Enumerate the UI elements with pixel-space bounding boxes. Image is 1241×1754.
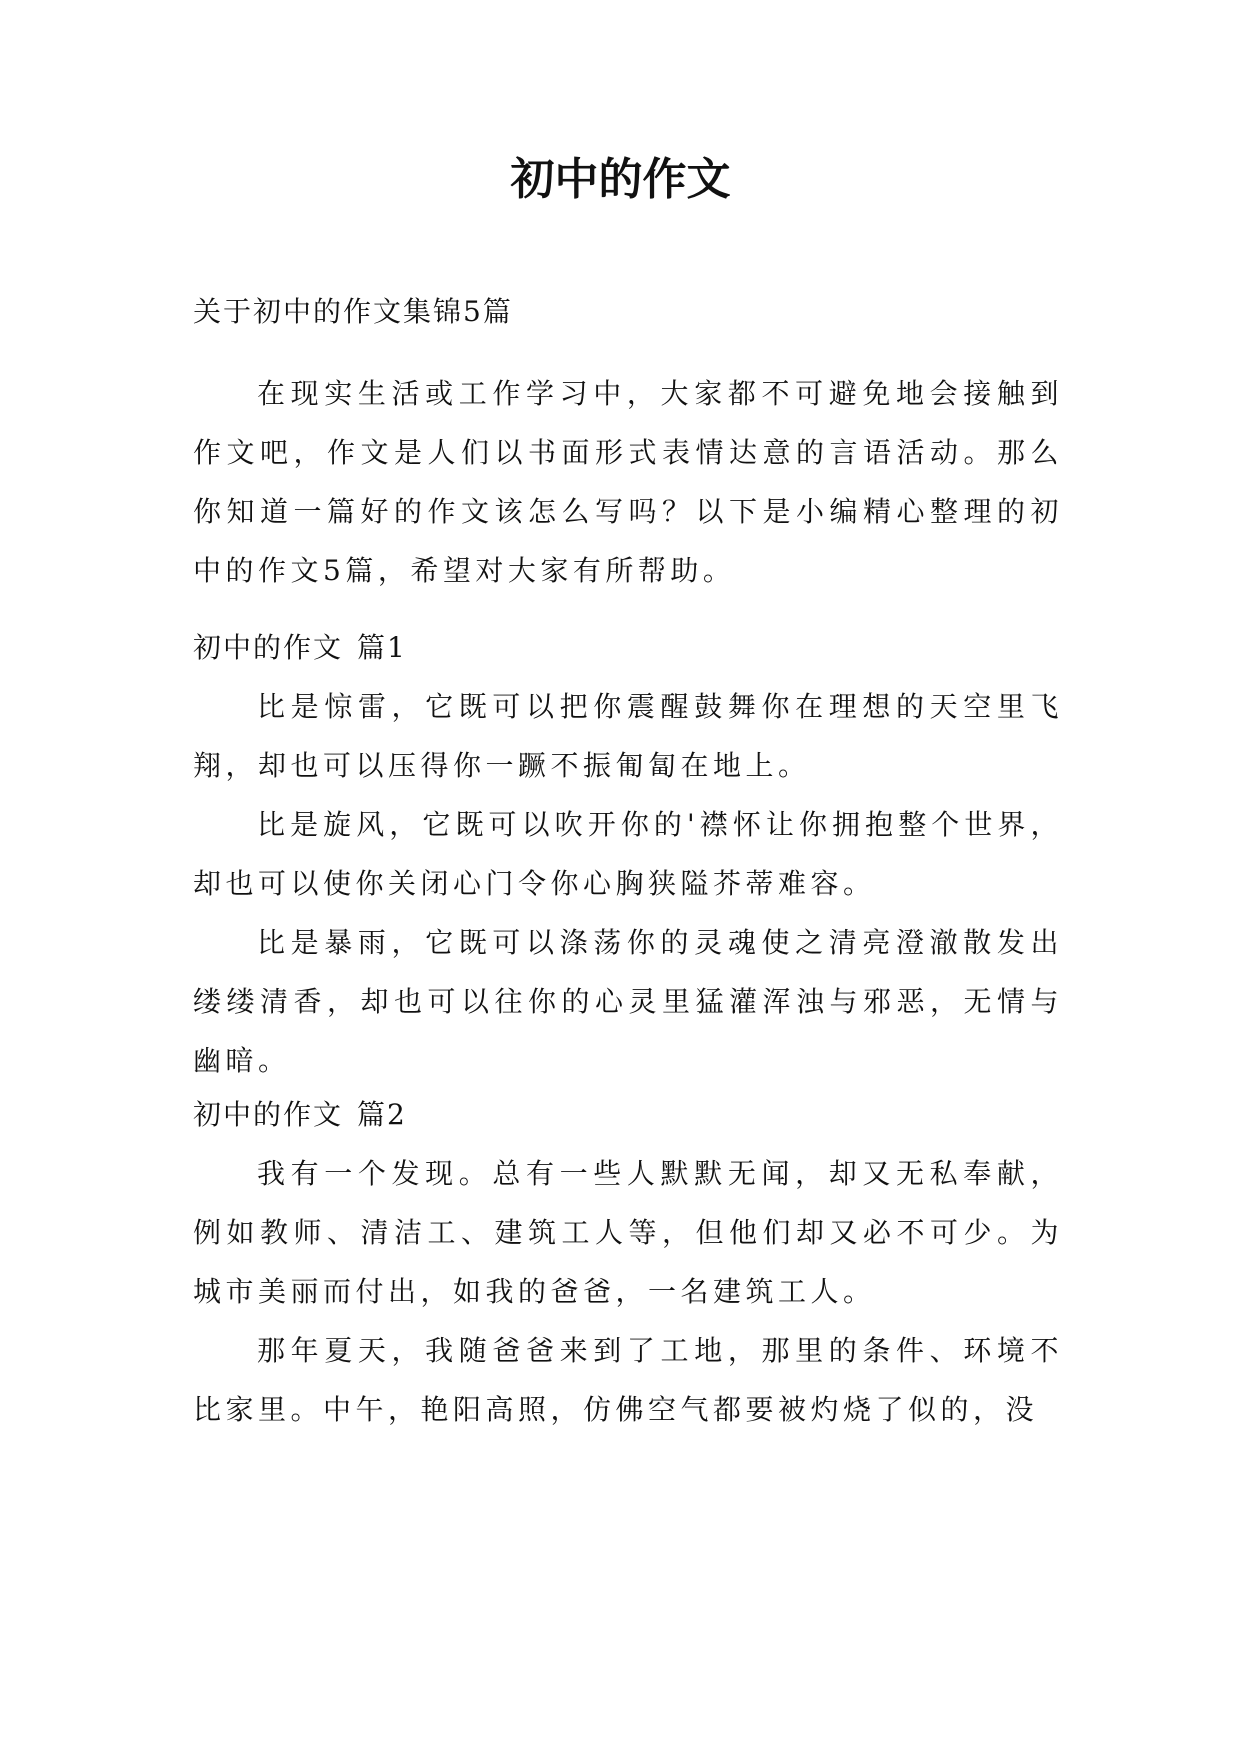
section-number: 篇2 [357,1098,407,1131]
section-number: 篇1 [357,631,407,664]
intro-paragraph: 在现实生活或工作学习中，大家都不可避免地会接触到作文吧，作文是人们以书面形式表情达意的言语活动。那么你知道一篇好的作文该怎么写吗？以下是小编精心整理的初中的作文5篇，希望对大家有所帮助。 [193,377,1063,587]
essay-section-1 [193,618,1063,1090]
document-subtitle: 关于初中的作文集锦5篇 [193,295,513,328]
essay-paragraph: 比是旋风，它既可以吹开你的'襟怀让你拥抱整个世界，却也可以使你关闭心门令你心胸狭隘芥蒂难容。 [193,808,1063,900]
section-heading-text: 初中的作文 [193,631,344,664]
essay-section-2 [193,1085,1063,1439]
document-title: 初中的作文 [510,154,731,205]
section-heading [193,1085,1063,1144]
essay-paragraph: 比是惊雷，它既可以把你震醒鼓舞你在理想的天空里飞翔，却也可以压得你一蹶不振匍匐在地上。 [193,690,1063,782]
essay-paragraph: 我有一个发现。总有一些人默默无闻，却又无私奉献，例如教师、清洁工、建筑工人等，但他们却又必不可少。为城市美丽而付出，如我的爸爸，一名建筑工人。 [193,1157,1063,1308]
intro-section [193,364,1063,600]
essay-paragraph: 那年夏天，我随爸爸来到了工地，那里的条件、环境不比家里。中午，艳阳高照，仿佛空气都要被灼烧了似的，没 [193,1334,1063,1426]
essay-paragraph: 比是暴雨，它既可以涤荡你的灵魂使之清亮澄澈散发出缕缕清香，却也可以往你的心灵里猛灌浑浊与邪恶，无情与幽暗。 [193,926,1063,1077]
section-heading-text: 初中的作文 [193,1098,344,1131]
section-heading [193,618,1063,677]
